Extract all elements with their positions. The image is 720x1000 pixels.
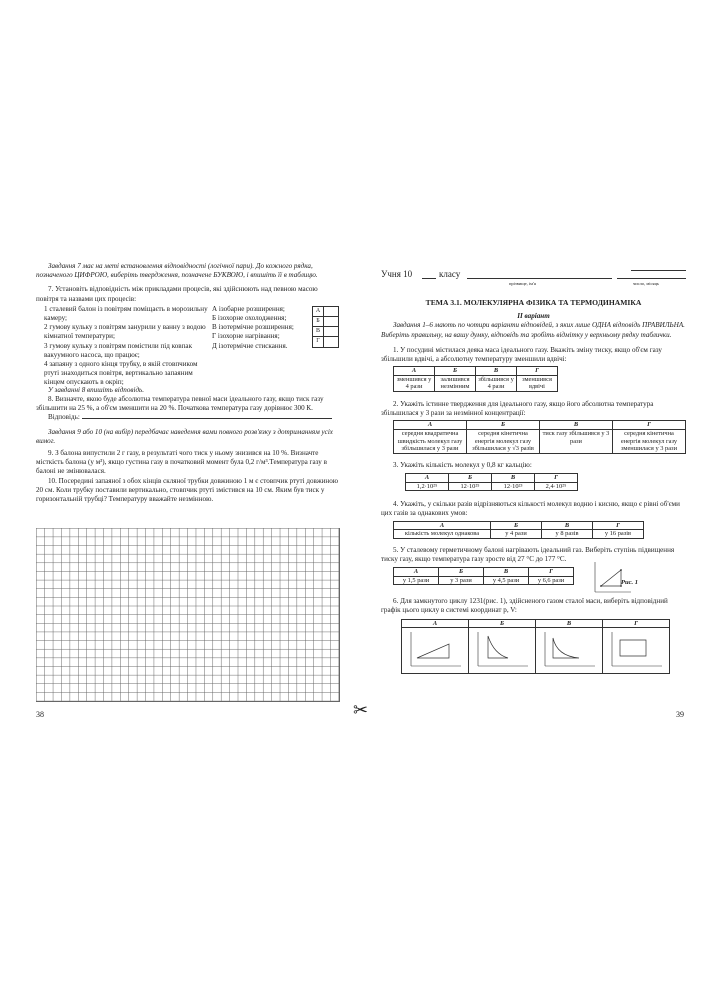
option-letter[interactable]: В bbox=[484, 568, 529, 577]
option-text: у 6,6 рази bbox=[529, 576, 574, 585]
option-letter[interactable]: Б bbox=[467, 421, 540, 430]
option-letter[interactable]: А bbox=[394, 421, 467, 430]
q5-block bbox=[381, 564, 686, 594]
question-2: 2. Укажіть істинне твердження для ідеального газу, якщо його абсолютна температура збільшилася у 3 рази за незмінної концентрації: bbox=[381, 400, 654, 418]
question-10: 10. Посередині запаяної з обох кінців скляної трубки довжиною 1 м є стовпчик ртуті довжиною 20 см. Коли трубку поставили вертикально, стовпчик ртуті змістився на 10 см. Яким був тиск у горизонтальній трубці? Температуру вважайте незмінною. bbox=[36, 476, 339, 504]
right-page bbox=[381, 262, 686, 724]
graph-option-c bbox=[536, 628, 603, 674]
q6-options-table bbox=[401, 619, 670, 674]
graph-option-b bbox=[469, 628, 536, 674]
option-text: середня квадратична швидкість молекул газу збільшилася у 3 рази bbox=[394, 430, 467, 454]
q2-options-table bbox=[393, 420, 686, 453]
option-letter[interactable]: Б bbox=[449, 473, 492, 482]
student-header bbox=[381, 262, 686, 284]
option-text: у 1,5 рази bbox=[394, 576, 439, 585]
page-number-left: 38 bbox=[36, 710, 44, 719]
answer-letter: Г bbox=[313, 337, 324, 347]
name-field[interactable] bbox=[467, 278, 612, 279]
option-letter[interactable]: В bbox=[492, 473, 535, 482]
task9-10-instructions: Завдання 9 або 10 (на вибір) передбачає наведення вами повного розв'язку з дотриманням усіх вимог. bbox=[36, 427, 333, 445]
option-letter[interactable]: Г bbox=[593, 521, 644, 530]
option-letter[interactable]: В bbox=[476, 367, 517, 376]
option-letter[interactable]: Б bbox=[439, 568, 484, 577]
option-letter[interactable]: В bbox=[542, 521, 593, 530]
graph-c bbox=[539, 628, 599, 670]
option-text: у 4,5 рази bbox=[484, 576, 529, 585]
answer-letter: В bbox=[313, 327, 324, 337]
date-hint: число, місяць bbox=[633, 281, 660, 286]
answer-cell[interactable] bbox=[324, 337, 339, 347]
option-text: 1,2·10²⁵ bbox=[406, 482, 449, 491]
option-letter[interactable]: А bbox=[394, 521, 491, 530]
q7-items-list bbox=[44, 305, 209, 388]
option-text: у 4 рази bbox=[491, 530, 542, 539]
q4-options-table bbox=[393, 521, 644, 539]
option-letter[interactable]: Г bbox=[603, 619, 670, 628]
option-text: збільшився у 4 рази bbox=[476, 375, 517, 391]
left-page bbox=[36, 262, 339, 724]
answer-label: Відповідь: bbox=[48, 413, 80, 422]
option-letter[interactable]: Б bbox=[491, 521, 542, 530]
option-text: зменшився у 4 рази bbox=[394, 375, 435, 391]
option-text: зменшився вдвічі bbox=[517, 375, 558, 391]
option-text: 12·10²³ bbox=[492, 482, 535, 491]
answer-cell[interactable] bbox=[324, 306, 339, 316]
q7-options-list bbox=[212, 305, 312, 351]
q7-option: Д ізотермічне стискання. bbox=[212, 341, 288, 350]
question-5: 5. У сталевому герметичному балоні нагрівають ідеальний газ. Виберіть ступінь підвищення тиску газу, якщо температура газу зросте від 27 °С до 177 °С. bbox=[381, 545, 675, 563]
question-9: 9. З балона випустили 2 г газу, в результаті чого тиск у ньому знизився на 10 %. Визначте місткість балона (у м³), якщо густина газу в початковий момент була 0,2 г/м³.Температура газу в балоні не змінювалася. bbox=[36, 449, 327, 476]
q7-item: 1 сталевий балон із повітрям поміщаєть в морозильну камеру; bbox=[44, 304, 208, 323]
answer-letter: Б bbox=[313, 317, 324, 327]
q7-item: 2 гумову кульку з повітрям занурили у ванну з водою кімнатної температури; bbox=[44, 323, 206, 341]
option-text: середня кінетична енергія молекул газу зменшилася у 3 рази bbox=[613, 430, 686, 454]
q1-options-table bbox=[393, 366, 558, 392]
option-text: у 3 рази bbox=[439, 576, 484, 585]
option-text: 12·10²⁵ bbox=[449, 482, 492, 491]
option-text: 2,4·10²⁵ bbox=[535, 482, 578, 491]
variant-title: ІІ варіант bbox=[517, 312, 550, 321]
option-letter[interactable]: Б bbox=[435, 367, 476, 376]
task7-instructions: Завдання 7 має на меті встановлення відповідності (логічної пари). До кожного рядка, позначеного ЦИФРОЮ, виберіть твердження, позначене БУКВОЮ, і впишіть її в таблицю. bbox=[36, 262, 318, 280]
option-letter[interactable]: А bbox=[394, 568, 439, 577]
question-1: 1. У посудині містилася деяка маса ідеального газу. Вкажіть зміну тиску, якщо об'єм газу збільшили вдвічі, а абсолютну температуру зменшили вдвічі: bbox=[381, 345, 662, 364]
option-letter[interactable]: Б bbox=[469, 619, 536, 628]
task8-instructions: У завданні 8 впишіть відповідь. bbox=[48, 385, 145, 394]
q7-option: Б ізохорне охолодження; bbox=[212, 314, 287, 323]
question-6: 6. Для замкнутого циклу 1231(рис. 1), здійсненого газом сталої маси, виберіть відповідний графік цього циклу в системі координат p, V: bbox=[381, 597, 668, 615]
instructions: Завдання 1–6 мають по чотири варіанти відповідей, з яких лише ОДНА відповідь ПРАВИЛЬНА. Виберіть правильну, на вашу думку, відповідь та зробіть відмітку у верхньому рядку таблички. bbox=[381, 321, 685, 339]
question-3: 3. Укажіть кількість молекул у 0,8 кг кальцію: bbox=[393, 460, 532, 469]
scissors-icon: ✂ bbox=[353, 700, 369, 721]
graph-option-d bbox=[603, 628, 670, 674]
graph-a bbox=[405, 628, 465, 670]
option-letter[interactable]: В bbox=[536, 619, 603, 628]
option-text: залишився незмінним bbox=[435, 375, 476, 391]
option-letter[interactable]: А bbox=[394, 367, 435, 376]
topic-title: ТЕМА 3.1. МОЛЕКУЛЯРНА ФІЗИКА ТА ТЕРМОДИНАМІКА bbox=[425, 298, 642, 307]
option-letter[interactable]: А bbox=[406, 473, 449, 482]
question-8: 8. Визначте, якою буде абсолютна температура певної маси ідеального газу, якщо тиск газу збільшити на 25 %, а об'єм зменшити на 20 %. Початкова температура газу дорівнює 300 К. bbox=[36, 395, 324, 413]
page-number-right: 39 bbox=[676, 710, 684, 719]
answer-line bbox=[36, 413, 339, 422]
class-label: класу bbox=[439, 269, 461, 279]
question-4: 4. Укажіть, у скільки разів відрізняються кількості молекул водню і кисню, якщо є рівні об'єми цих газів за однакових умов: bbox=[381, 500, 680, 518]
option-text: середня кінетична енергія молекул газу збільшилася у √3 разів bbox=[467, 430, 540, 454]
option-letter[interactable]: В bbox=[540, 421, 613, 430]
q5-options-table bbox=[393, 567, 574, 585]
option-text: у 16 разів bbox=[593, 530, 644, 539]
option-text: у 8 разів bbox=[542, 530, 593, 539]
q7-option: В ізотермічне розширення; bbox=[212, 323, 294, 332]
student-label: Учня 10 bbox=[381, 269, 413, 279]
option-text: кількість молекул однакова bbox=[394, 530, 491, 539]
question-7: 7. Установіть відповідність між прикладами процесів, які здійснюють над певною масою повітря та назвами цих процесів: bbox=[36, 285, 318, 303]
answer-table bbox=[312, 306, 339, 348]
q3-options-table bbox=[405, 473, 578, 491]
q7-item: 3 гумову кульку з повітрям помістили під ковпак вакуумного насоса, що працює; bbox=[44, 341, 193, 359]
date-field-top[interactable] bbox=[631, 270, 686, 271]
q7-option: Г ізохорне нагрівання; bbox=[212, 332, 280, 341]
option-letter[interactable]: Г bbox=[535, 473, 578, 482]
option-letter[interactable]: Г bbox=[529, 568, 574, 577]
q7-option: А ізобарне розширення; bbox=[212, 304, 285, 313]
option-letter[interactable]: Г bbox=[613, 421, 686, 430]
q7-matching bbox=[36, 304, 339, 387]
figure-1-label: Рис. 1 bbox=[621, 579, 638, 587]
option-letter[interactable]: Г bbox=[517, 367, 558, 376]
name-hint: прізвище, ім'я bbox=[509, 281, 536, 286]
answer-cell[interactable] bbox=[324, 317, 339, 327]
option-letter[interactable]: А bbox=[402, 619, 469, 628]
option-text: тиск газу збільшився у 3 рази bbox=[540, 430, 613, 454]
class-field[interactable] bbox=[422, 278, 436, 279]
graph-d bbox=[606, 628, 666, 670]
graph-option-a bbox=[402, 628, 469, 674]
answer-field[interactable] bbox=[82, 418, 332, 419]
solution-grid[interactable] bbox=[36, 528, 340, 702]
graph-b bbox=[472, 628, 532, 670]
answer-cell[interactable] bbox=[324, 327, 339, 337]
q7-item: 4 запаяну з одного кінця трубку, в якій стовпчиком ртуті знаходиться повітря, вертикально запаяним кінцем опускають в окріп; bbox=[44, 360, 198, 387]
answer-letter: А bbox=[313, 306, 324, 316]
